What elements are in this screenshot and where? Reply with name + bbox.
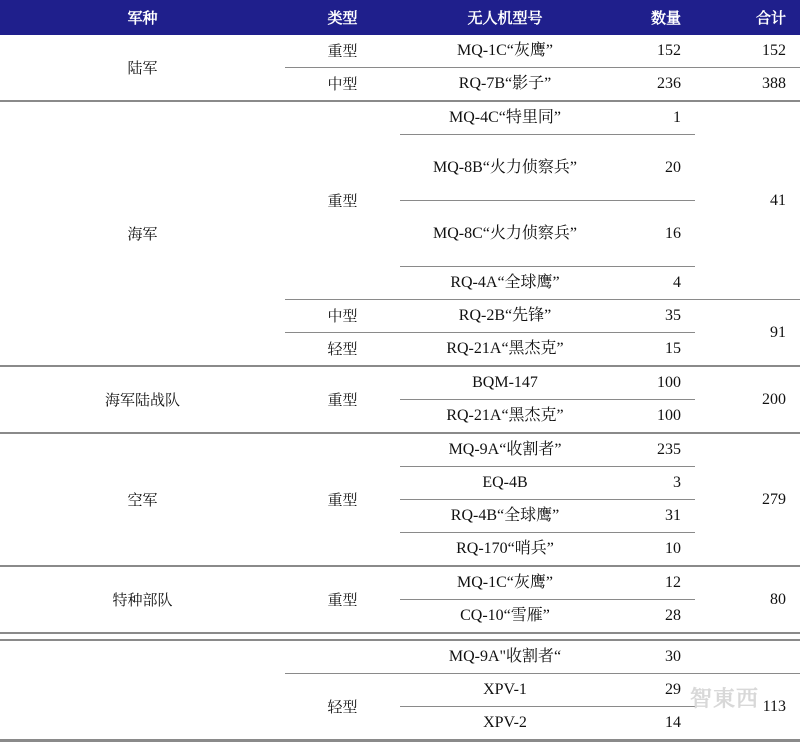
model-cell: MQ-8B“火力侦察兵” <box>400 135 610 201</box>
total-cell <box>695 640 800 674</box>
qty-cell: 152 <box>610 35 695 68</box>
qty-cell: 100 <box>610 400 695 434</box>
table-row <box>0 366 800 400</box>
branch-cell: 空军 <box>0 433 285 566</box>
qty-cell: 4 <box>610 267 695 300</box>
header-total: 合计 <box>695 0 800 35</box>
model-cell: MQ-9A“收割者” <box>400 433 610 467</box>
model-cell: RQ-21A“黑杰克” <box>400 333 610 367</box>
header-model: 无人机型号 <box>400 0 610 35</box>
qty-cell: 31 <box>610 500 695 533</box>
type-cell: 中型 <box>285 300 400 333</box>
model-cell: MQ-4C“特里同” <box>400 101 610 135</box>
header-row <box>0 0 800 35</box>
model-cell: RQ-2B“先锋” <box>400 300 610 333</box>
type-cell: 轻型 <box>285 674 400 741</box>
branch-cell: 海军陆战队 <box>0 366 285 433</box>
model-cell: MQ-1C“灰鹰” <box>400 35 610 68</box>
type-cell: 轻型 <box>285 333 400 367</box>
qty-cell: 30 <box>610 640 695 674</box>
total-cell: 91 <box>695 300 800 367</box>
header-type: 类型 <box>285 0 400 35</box>
qty-cell: 236 <box>610 68 695 102</box>
model-cell: RQ-7B“影子” <box>400 68 610 102</box>
table-row <box>0 433 800 467</box>
qty-cell: 28 <box>610 600 695 634</box>
total-cell: 200 <box>695 366 800 433</box>
type-cell: 重型 <box>285 35 400 68</box>
table-row <box>0 640 800 674</box>
total-cell: 41 <box>695 101 800 300</box>
qty-cell: 1 <box>610 101 695 135</box>
qty-cell: 29 <box>610 674 695 707</box>
model-cell: CQ-10“雪雁” <box>400 600 610 634</box>
table-row <box>0 35 800 68</box>
qty-cell: 35 <box>610 300 695 333</box>
type-cell <box>285 640 400 674</box>
model-cell: BQM-147 <box>400 366 610 400</box>
type-cell: 重型 <box>285 566 400 633</box>
table-row <box>0 566 800 600</box>
type-cell: 重型 <box>285 366 400 433</box>
watermark-logo: 智東西 <box>690 687 760 712</box>
qty-cell: 100 <box>610 366 695 400</box>
qty-cell: 10 <box>610 533 695 567</box>
divider <box>0 633 800 640</box>
qty-cell: 20 <box>610 135 695 201</box>
total-cell: 388 <box>695 68 800 102</box>
model-cell: XPV-2 <box>400 707 610 741</box>
type-cell: 中型 <box>285 68 400 102</box>
header-qty: 数量 <box>610 0 695 35</box>
type-cell: 重型 <box>285 433 400 566</box>
total-cell: 80 <box>695 566 800 633</box>
qty-cell: 235 <box>610 433 695 467</box>
model-cell: RQ-4A“全球鹰” <box>400 267 610 300</box>
model-cell: MQ-9A"收割者“ <box>400 640 610 674</box>
type-cell: 重型 <box>285 101 400 300</box>
model-cell: XPV-1 <box>400 674 610 707</box>
model-cell: RQ-21A“黑杰克” <box>400 400 610 434</box>
branch-cell: 陆军 <box>0 35 285 101</box>
total-cell: 152 <box>695 35 800 68</box>
qty-cell: 15 <box>610 333 695 367</box>
model-cell: RQ-4B“全球鹰” <box>400 500 610 533</box>
qty-cell: 12 <box>610 566 695 600</box>
qty-cell: 14 <box>610 707 695 741</box>
total-cell: 113 <box>695 674 800 741</box>
qty-cell: 16 <box>610 201 695 267</box>
model-cell: EQ-4B <box>400 467 610 500</box>
table-row <box>0 101 800 135</box>
branch-cell: 海军 <box>0 101 285 366</box>
branch-cell <box>0 640 285 741</box>
double-divider <box>0 633 800 640</box>
header-branch: 军种 <box>0 0 285 35</box>
branch-cell: 特种部队 <box>0 566 285 633</box>
qty-cell: 3 <box>610 467 695 500</box>
model-cell: RQ-170“哨兵” <box>400 533 610 567</box>
model-cell: MQ-8C“火力侦察兵” <box>400 201 610 267</box>
total-cell: 279 <box>695 433 800 566</box>
model-cell: MQ-1C“灰鹰” <box>400 566 610 600</box>
